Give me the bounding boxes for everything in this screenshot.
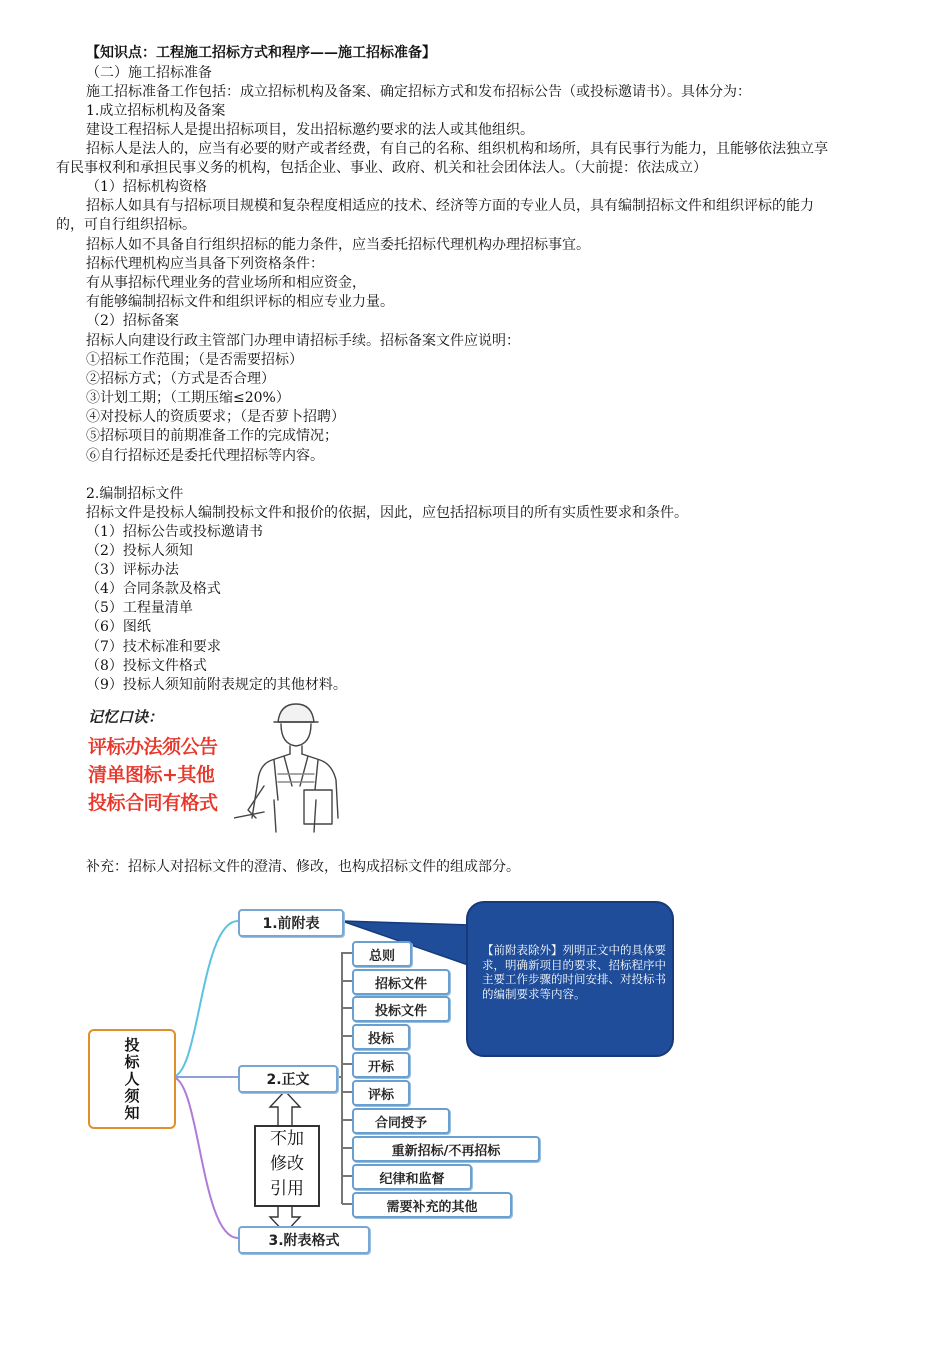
section-heading: （二）施工招标准备 — [86, 65, 212, 81]
list-item: ③计划工期；（工期压缩≤20%） — [86, 390, 290, 406]
paragraph: 招标人向建设行政主管部门办理申请招标手续。招标备案文件应说明： — [86, 333, 520, 349]
list-item: （5）工程量清单 — [86, 600, 193, 616]
paragraph: 招标文件是投标人编制投标文件和报价的依据，因此，应包括招标项目的所有实质性要求和条件。 — [86, 505, 688, 521]
list-item: （6）图纸 — [86, 619, 151, 635]
list-item: ④对投标人的资质要求；（是否萝卜招聘） — [86, 409, 345, 425]
sub-heading: （2）招标备案 — [86, 313, 179, 329]
memory-line: 投标合同有格式 — [88, 792, 218, 814]
list-item: （4）合同条款及格式 — [86, 581, 221, 597]
mindmap-child: 重新招标/不再招标 — [352, 1136, 540, 1162]
intro-paragraph: 施工招标准备工作包括：成立招标机构及备案、确定招标方式和发布招标公告（或投标邀请书）。具体分为： — [86, 84, 751, 100]
list-item: ⑥自行招标还是委托代理招标等内容。 — [86, 448, 324, 464]
memory-line: 评标办法须公告 — [88, 736, 218, 758]
page-title: 【知识点：工程施工招标方式和程序——施工招标准备】 — [86, 45, 436, 61]
mindmap-child: 投标 — [352, 1024, 410, 1050]
mindmap-child: 开标 — [352, 1052, 410, 1078]
mindmap-child: 投标文件 — [352, 996, 450, 1022]
paragraph: 建设工程招标人是提出招标项目，发出招标邀约要求的法人或其他组织。 — [86, 122, 534, 138]
mindmap-child: 合同授予 — [352, 1108, 450, 1134]
part2-heading: 2.编制招标文件 — [86, 486, 184, 502]
list-item: （7）技术标准和要求 — [86, 639, 221, 655]
memory-line: 清单图标+其他 — [88, 764, 215, 786]
sub-heading: （1）招标机构资格 — [86, 179, 207, 195]
mindmap-child: 总则 — [352, 941, 412, 967]
list-item: ②招标方式；（方式是否合理） — [86, 371, 275, 387]
paragraph: 有从事招标代理业务的营业场所和相应资金， — [86, 275, 366, 291]
mindmap-child: 纪律和监督 — [352, 1164, 472, 1190]
supplement-paragraph: 补充：招标人对招标文件的澄清、修改，也构成招标文件的组成部分。 — [86, 859, 520, 875]
mindmap-child: 招标文件 — [352, 969, 450, 995]
mindmap-branch-1: 1.前附表 — [238, 909, 344, 937]
list-item: ①招标工作范围；（是否需要招标） — [86, 352, 303, 368]
mindmap — [80, 895, 680, 1255]
worker-illustration-icon — [234, 700, 354, 835]
mindmap-child: 评标 — [352, 1080, 410, 1106]
paragraph: 有能够编制招标文件和组织评标的相应专业力量。 — [86, 294, 394, 310]
paragraph: 招标人是法人的，应当有必要的财产或者经费，有自己的名称、组织机构和场所，具有民事行为能力，且能够依法独立享 — [86, 141, 828, 157]
paragraph: 招标人如具有与招标项目规模和复杂程度相适应的技术、经济等方面的专业人员，具有编制招标文件和组织评标的能力 — [86, 198, 814, 214]
list-item: （1）招标公告或投标邀请书 — [86, 524, 263, 540]
mindmap-root: 投标人须知 — [88, 1029, 176, 1129]
no-modify-note: 不加 修改 引用 — [254, 1125, 320, 1207]
memory-tip-heading: 记忆口诀： — [88, 708, 164, 726]
mindmap-branch-2: 2.正文 — [238, 1065, 338, 1093]
part1-heading: 1.成立招标机构及备案 — [86, 103, 226, 119]
list-item: （2）投标人须知 — [86, 543, 193, 559]
list-item: （3）评标办法 — [86, 562, 179, 578]
callout-text: 【前附表除外】列明正文中的具体要求，明确新项目的要求、招标程序中主要工作步骤的时间安排、对投标书的编制要求等内容。 — [482, 943, 666, 1001]
memory-tip — [86, 700, 356, 835]
callout-bubble — [466, 901, 674, 1057]
mindmap-child: 需要补充的其他 — [352, 1192, 512, 1218]
list-item: ⑤招标项目的前期准备工作的完成情况； — [86, 428, 338, 444]
paragraph: 招标人如不具备自行组织招标的能力条件，应当委托招标代理机构办理招标事宜。 — [86, 237, 590, 253]
list-item: （9）投标人须知前附表规定的其他材料。 — [86, 677, 347, 693]
paragraph: 的，可自行组织招标。 — [56, 217, 196, 233]
list-item: （8）投标文件格式 — [86, 658, 207, 674]
paragraph: 招标代理机构应当具备下列资格条件： — [86, 256, 324, 272]
mindmap-branch-3: 3.附表格式 — [238, 1226, 370, 1254]
paragraph: 有民事权利和承担民事义务的机构，包括企业、事业、政府、机关和社会团体法人。（大前提：依法成立） — [56, 160, 707, 176]
